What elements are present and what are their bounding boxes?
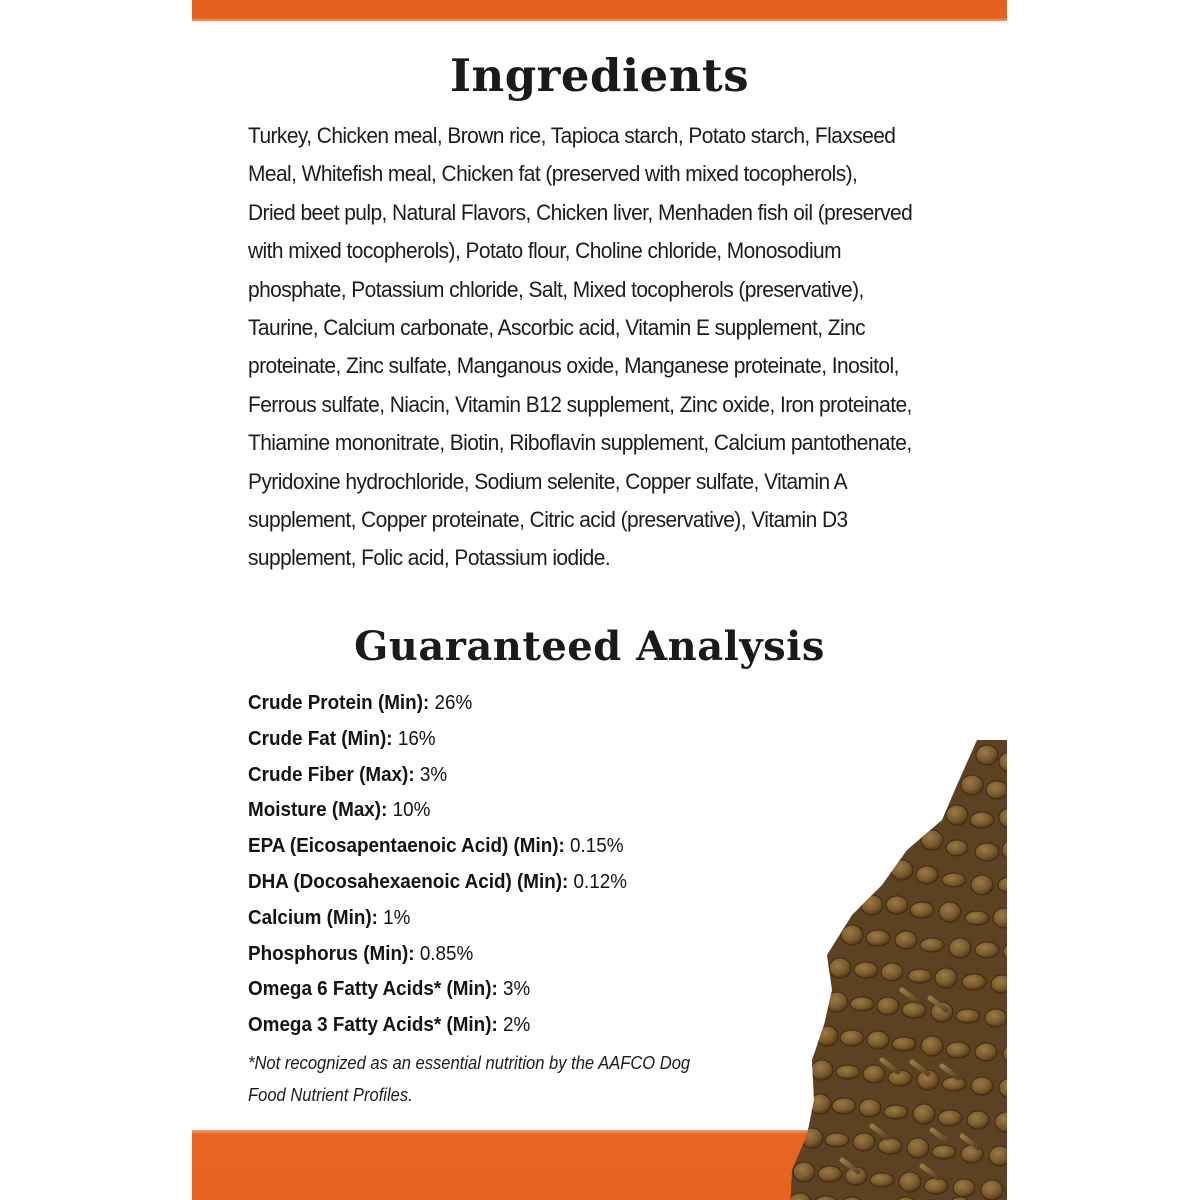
analysis-row — [248, 971, 763, 1007]
ingredients-line: Turkey, Chicken meal, Brown rice, Tapioca starch, Potato starch, Flaxseed — [248, 123, 896, 148]
ingredients-heading: Ingredients — [449, 49, 750, 102]
footnote-line: Food Nutrient Profiles. — [248, 1085, 413, 1105]
analysis-value: 10% — [387, 798, 431, 822]
analysis-value: 2% — [497, 1013, 531, 1037]
analysis-label: EPA (Eicosapentaenoic Acid) (Min): — [248, 834, 565, 858]
analysis-label: Crude Protein (Min): — [248, 691, 430, 714]
analysis-label: Moisture (Max): — [248, 798, 388, 822]
analysis-row — [248, 1007, 763, 1043]
analysis-value: 26% — [429, 691, 473, 714]
analysis-row — [248, 828, 763, 864]
analysis-label: Calcium (Min): — [248, 905, 378, 929]
ingredients-line: Dried beet pulp, Natural Flavors, Chicken liver, Menhaden fish oil (preserved — [248, 199, 913, 225]
ingredients-line: with mixed tocopherols), Potato flour, Choline chloride, Monosodium — [248, 238, 842, 264]
aafco-footnote — [248, 1047, 763, 1111]
analysis-value: 3% — [414, 762, 448, 786]
ingredients-line: Taurine, Calcium carbonate, Ascorbic acid, Vitamin E supplement, Zinc — [248, 315, 866, 341]
ingredients-line: proteinate, Zinc sulfate, Manganous oxide, Manganese proteinate, Inositol, — [248, 353, 899, 379]
analysis-label: Phosphorus (Min): — [248, 941, 415, 965]
analysis-value: 1% — [377, 905, 411, 929]
analysis-label: DHA (Docosahexaenoic Acid) (Min): — [248, 869, 569, 893]
ingredients-line: phosphate, Potassium chloride, Salt, Mixed tocopherols (preservative), — [248, 276, 864, 302]
product-info-panel — [192, 0, 1007, 1200]
analysis-value: 3% — [497, 977, 531, 1001]
ingredients-line: Thiamine mononitrate, Biotin, Riboflavin supplement, Calcium pantothenate, — [248, 430, 912, 456]
ingredients-line: Pyridoxine hydrochloride, Sodium selenite, Copper sulfate, Vitamin A — [248, 468, 848, 494]
analysis-row — [248, 685, 763, 721]
analysis-row — [248, 864, 763, 900]
ingredients-line: Ferrous sulfate, Niacin, Vitamin B12 supplement, Zinc oxide, Iron proteinate, — [248, 391, 912, 417]
ingredients-list — [248, 117, 936, 578]
analysis-label: Omega 6 Fatty Acids* (Min): — [248, 977, 498, 1001]
analysis-value: 0.12% — [568, 869, 628, 893]
footnote-line: *Not recognized as an essential nutrition by the AAFCO Dog — [248, 1053, 691, 1073]
guaranteed-analysis-list — [248, 685, 763, 1043]
top-orange-band — [192, 0, 1007, 21]
ingredients-line: Meal, Whitefish meal, Chicken fat (preserved with mixed tocopherols), — [248, 161, 858, 187]
analysis-row — [248, 757, 763, 793]
analysis-value: 0.15% — [564, 834, 624, 858]
analysis-value: 16% — [392, 726, 436, 750]
analysis-row — [248, 721, 763, 757]
ingredients-line: supplement, Copper proteinate, Citric acid (preservative), Vitamin D3 — [248, 507, 848, 533]
analysis-row — [248, 900, 763, 936]
analysis-label: Crude Fat (Min): — [248, 726, 393, 750]
analysis-label: Omega 3 Fatty Acids* (Min): — [248, 1013, 498, 1037]
ingredients-line: supplement, Folic acid, Potassium iodide. — [248, 545, 611, 571]
guaranteed-analysis-heading: Guaranteed Analysis — [354, 623, 825, 670]
kibble-pile-image — [782, 740, 1007, 1200]
analysis-value: 0.85% — [414, 941, 474, 965]
analysis-label: Crude Fiber (Max): — [248, 762, 415, 786]
analysis-row — [248, 792, 763, 828]
analysis-row — [248, 936, 763, 972]
